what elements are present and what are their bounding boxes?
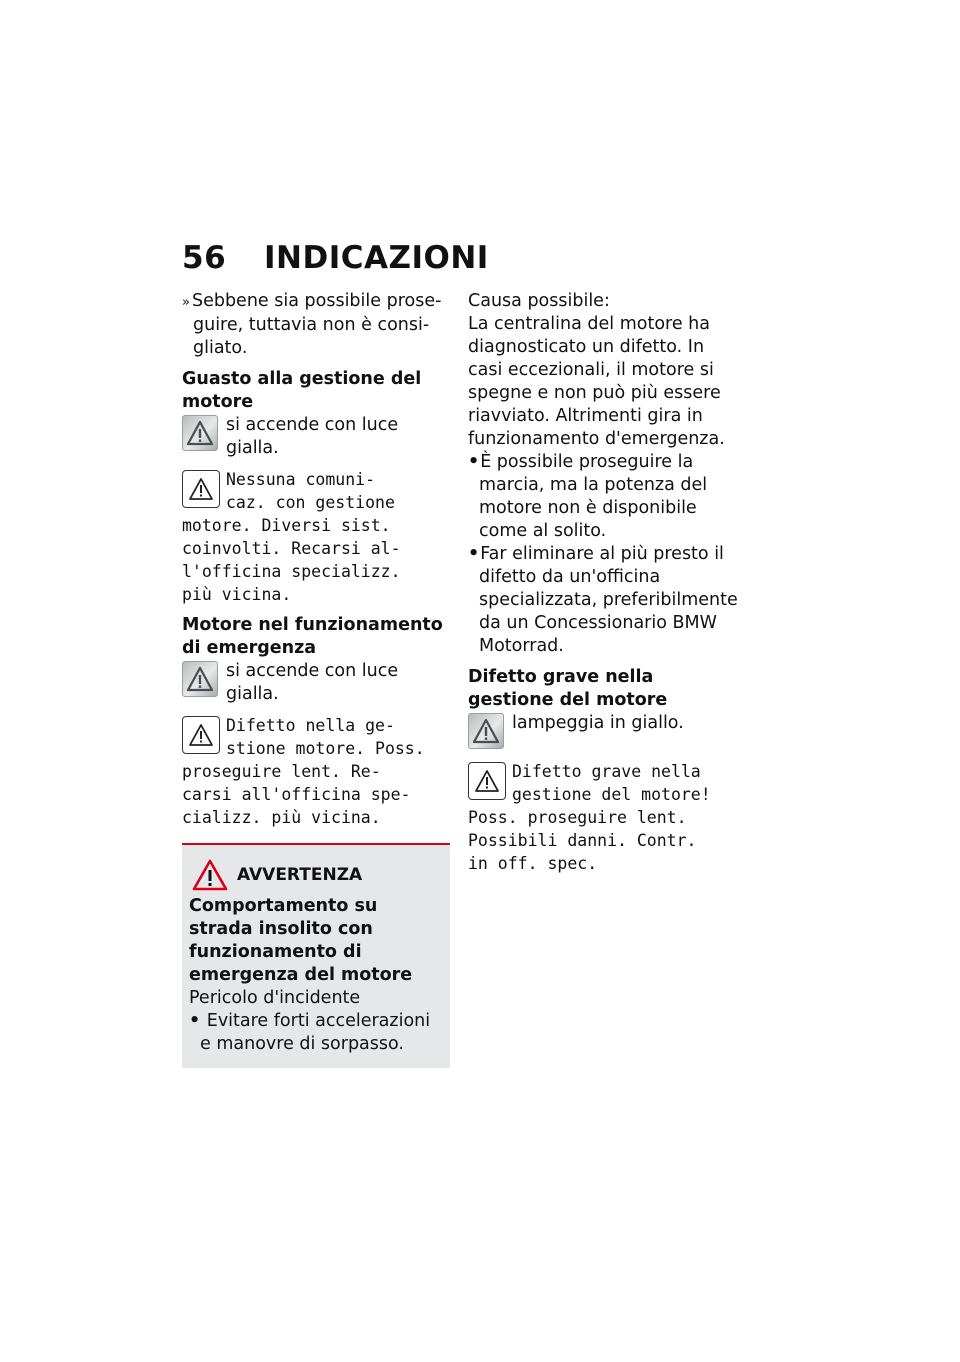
warning-triangle-display-icon [182,716,220,754]
warning-triangle-light-icon [468,713,504,749]
light-row-severe-fault [468,712,738,752]
intro-note: » Sebbene sia possibile proseguire, tuttavia non è consigliato. [182,291,442,358]
cause-text: La centralina del motore ha diagnosticato un difetto. In casi eccezionali, il motore si spegne e non può più essere riavviato. Altrimenti gira in funzionamento d'emergenza. [468,314,725,449]
warning-triangle-display-icon [182,470,220,508]
display-message-engine-fault: Nessuna comuni- caz. con gestione motore. Diversi sist. coinvolti. Recarsi al- l'officina specializz. più vicina. [182,470,401,604]
warning-box [182,843,450,1068]
warning-text: Pericolo d'incidente [189,988,361,1008]
warning-triangle-display-icon [468,762,506,800]
warning-heading [189,859,442,891]
section-title-engine-fault: Guasto alla gestione del motore [182,369,422,412]
light-description: lampeggia in giallo. [512,713,684,733]
section-title-emergency-mode: Motore nel funzionamento di emergenza [182,615,443,658]
warning-item: • Evitare forti accelerazioni e manovre di sorpasso. [189,1011,431,1054]
warning-label: AVVERTENZA [237,865,363,885]
list-item: •Far eliminare al più presto il difetto da un'officina specializzata, preferibilmente da un Concessionario BMW Motorrad. [468,544,738,656]
cause-label: Causa possibile: [468,291,610,311]
page-header [182,240,489,276]
hazard-warning-icon [192,859,228,891]
light-row-emergency-mode [182,660,452,706]
page-number: 56 [182,240,227,276]
chapter-title: INDICAZIONI [264,240,489,276]
warning-triangle-light-icon [182,415,218,451]
list-item: •È possibile proseguire la marcia, ma la potenza del motore non è disponibile come al solito. [468,452,708,541]
light-description: si accende con luce gialla. [226,661,399,704]
arrow-marker: » [182,295,190,310]
warning-triangle-light-icon [182,661,218,697]
right-column [468,290,738,883]
warning-title: Comportamento su strada insolito con funzionamento di emergenza del motore [189,896,413,985]
light-row-engine-fault [182,414,452,460]
left-column [182,290,452,1068]
display-message-severe-fault: Difetto grave nella gestione del motore! Poss. proseguire lent. Possibili danni. Contr. in off. spec. [468,762,711,873]
display-message-emergency-mode: Difetto nella ge- stione motore. Poss. proseguire lent. Re- carsi all'officina spe- cializz. più vicina. [182,716,425,827]
section-title-severe-fault: Difetto grave nella gestione del motore [468,667,668,710]
light-description: si accende con luce gialla. [226,415,399,458]
